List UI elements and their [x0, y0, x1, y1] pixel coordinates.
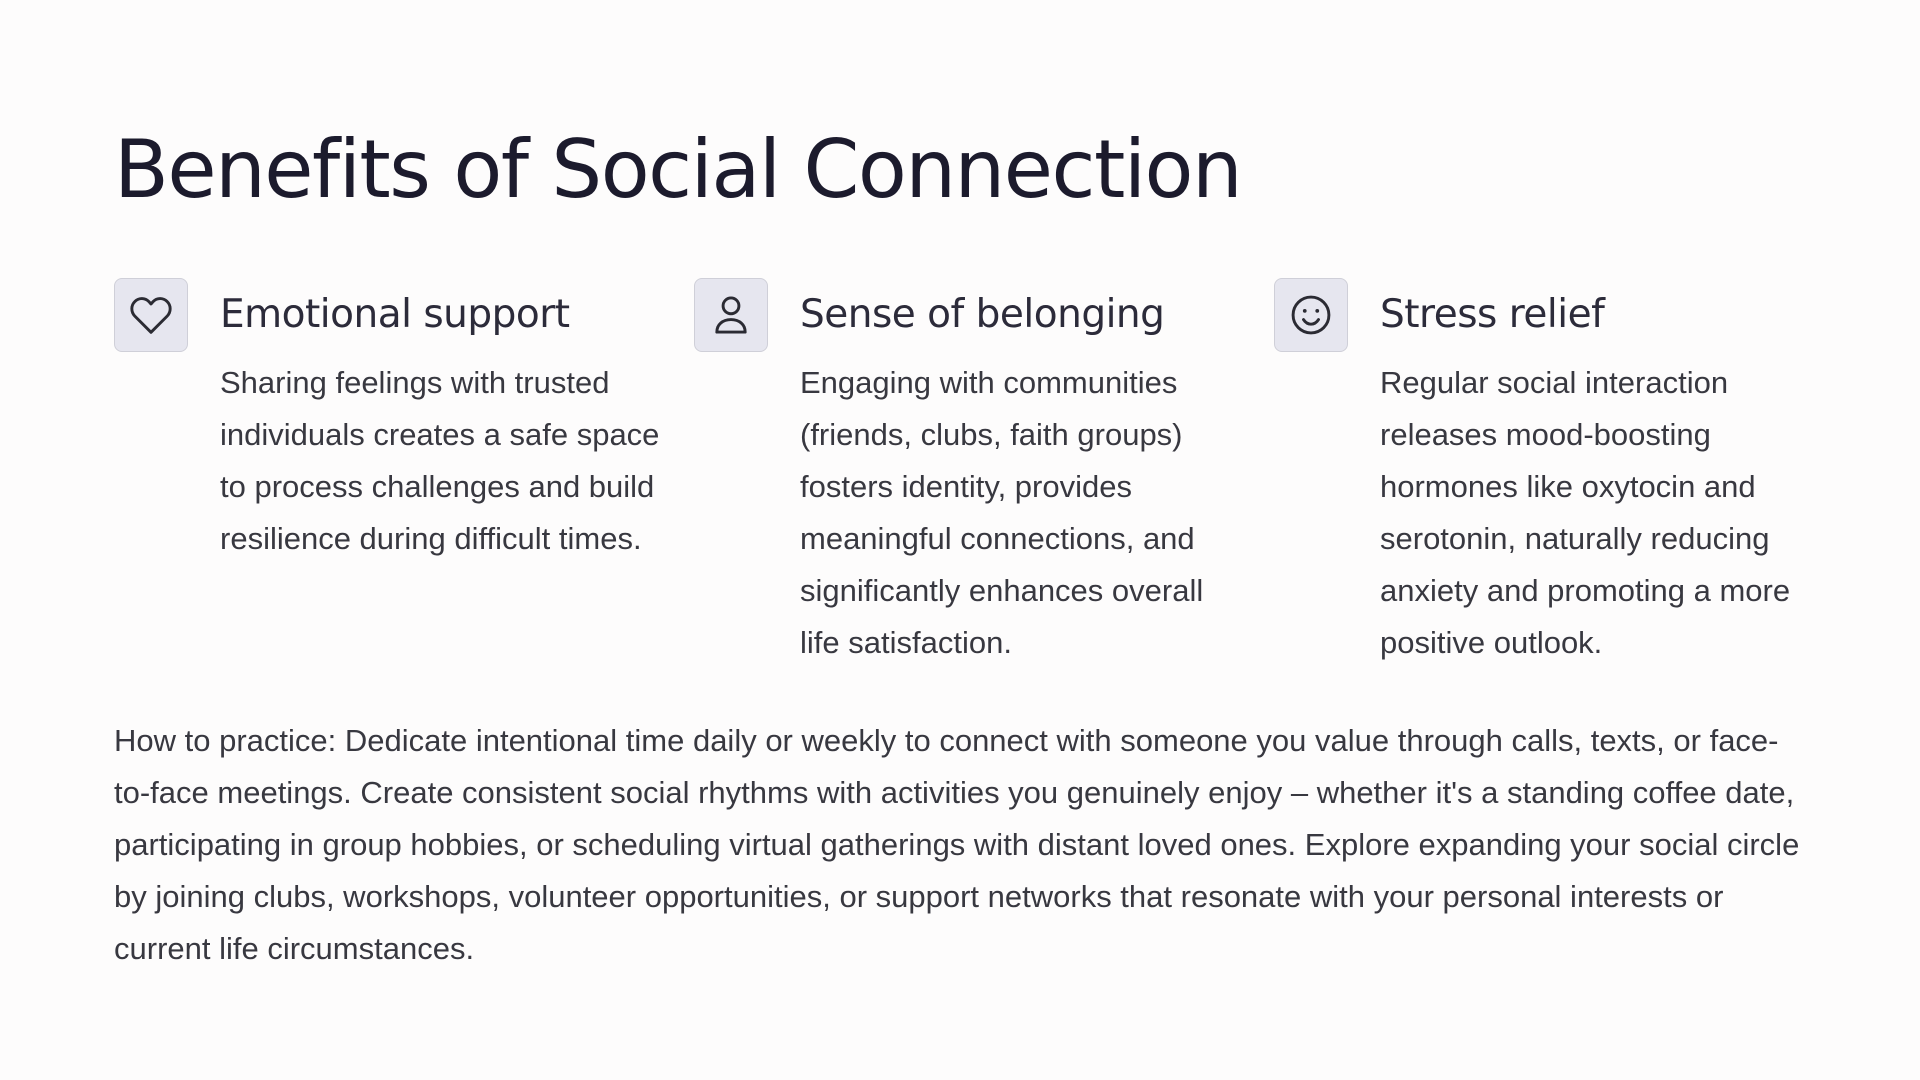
icon-box: [694, 278, 768, 352]
smiley-icon: [1286, 290, 1336, 340]
card-description: Engaging with communities (friends, clubs, faith groups) fosters identity, provides meaningful connections, and significantly enhances overall life satisfaction.: [800, 365, 1204, 660]
card-stress-relief: [1274, 278, 1852, 669]
card-body: [800, 278, 1274, 669]
card-title: Sense of belonging: [800, 292, 1165, 337]
card-body: [220, 278, 694, 565]
practice-paragraph: How to practice: Dedicate intentional time daily or weekly to connect with someone you value through calls, texts, or face-to-face meetings. Create consistent social rhythms with activities you genuinely enjoy – whether it's a standing coffee date, participating in group hobbies, or scheduling virtual gatherings with distant loved ones. Explore expanding your social circle by joining clubs, workshops, volunteer opportunities, or support networks that resonate with your personal interests or current life circumstances.: [114, 723, 1800, 966]
card-emotional-support: [114, 278, 694, 669]
card-description: Sharing feelings with trusted individuals creates a safe space to process challenges and build resilience during difficult times.: [220, 365, 660, 556]
page-title: Benefits of Social Connection: [114, 123, 1242, 216]
card-title: Emotional support: [220, 292, 570, 337]
benefit-cards: [114, 278, 1806, 669]
icon-box: [114, 278, 188, 352]
card-description: Regular social interaction releases mood-boosting hormones like oxytocin and serotonin, naturally reducing anxiety and promoting a more positive outlook.: [1380, 365, 1791, 660]
icon-box: [1274, 278, 1348, 352]
card-title: Stress relief: [1380, 292, 1605, 337]
person-icon: [706, 290, 756, 340]
card-body: [1380, 278, 1852, 669]
card-sense-of-belonging: [694, 278, 1274, 669]
heart-icon: [126, 290, 176, 340]
